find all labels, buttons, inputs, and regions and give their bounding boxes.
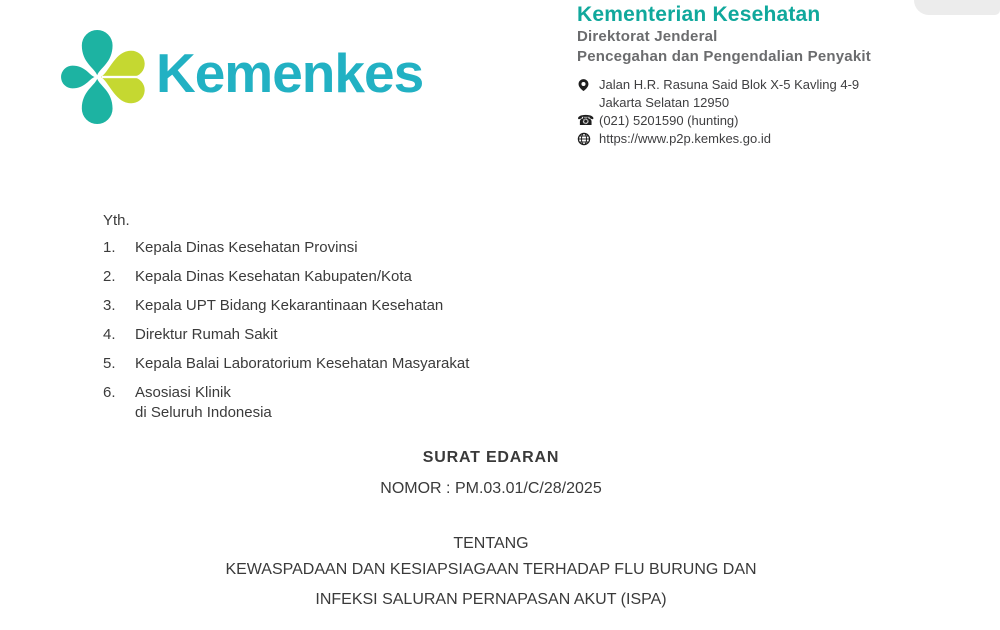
recipient-number: 3.: [103, 297, 116, 314]
salutation: Yth.: [103, 212, 130, 229]
recipient-label: Kepala Balai Laboratorium Kesehatan Masyarakat: [135, 355, 470, 372]
kemenkes-flower-icon: [52, 28, 146, 126]
globe-icon: [577, 130, 594, 148]
letter-subject-line1: KEWASPADAAN DAN KESIAPSIAGAAN TERHADAP FLU BURUNG DAN: [225, 561, 757, 578]
letterhead: [577, 3, 977, 148]
address-block: [577, 76, 977, 148]
address-line2: Jakarta Selatan 12950: [599, 95, 730, 110]
letter-about: TENTANG: [453, 535, 529, 552]
recipient-label: Kepala UPT Bidang Kekarantinaan Kesehatan: [135, 297, 444, 314]
phone-text: (021) 5201590 (hunting): [599, 113, 739, 128]
recipient-item: [103, 267, 469, 296]
address-line1: Jalan H.R. Rasuna Said Blok X-5 Kavling 4-9: [599, 77, 860, 92]
recipient-label: Kepala Dinas Kesehatan Kabupaten/Kota: [135, 268, 412, 285]
directorate-line1: Direktorat Jenderal: [577, 28, 718, 45]
telephone-icon: ☎: [577, 113, 595, 129]
recipient-item: [103, 354, 469, 383]
letter-title: SURAT EDARAN: [422, 449, 560, 466]
kemenkes-logo: [52, 28, 146, 126]
recipient-label: Kepala Dinas Kesehatan Provinsi: [135, 239, 358, 256]
letter-subject-line2: INFEKSI SALURAN PERNAPASAN AKUT (ISPA): [315, 591, 667, 608]
address-text: [594, 76, 859, 112]
recipient-number: 6.: [103, 384, 116, 401]
directorate-line2: Pencegahan dan Pengendalian Penyakit: [577, 48, 871, 65]
recipient-number: 2.: [103, 268, 116, 285]
recipient-label: Asosiasi Klinik: [135, 384, 231, 401]
recipient-list: [103, 238, 469, 412]
recipient-item: [103, 238, 469, 267]
location-pin-icon: [577, 76, 594, 94]
recipient-footer: di Seluruh Indonesia: [135, 404, 272, 421]
letter-number: NOMOR : PM.03.01/C/28/2025: [380, 480, 602, 497]
address-row: [577, 76, 977, 112]
ministry-name: Kementerian Kesehatan: [577, 3, 821, 26]
recipient-item: [103, 296, 469, 325]
recipient-number: 1.: [103, 239, 116, 256]
recipient-label: Direktur Rumah Sakit: [135, 326, 278, 343]
recipient-number: 5.: [103, 355, 116, 372]
website-text: https://www.p2p.kemkes.go.id: [599, 131, 771, 146]
kemenkes-wordmark: Kemenkes: [156, 42, 424, 104]
recipient-item: [103, 325, 469, 354]
recipient-number: 4.: [103, 326, 116, 343]
phone-row: [577, 112, 977, 130]
website-row: [577, 130, 977, 148]
